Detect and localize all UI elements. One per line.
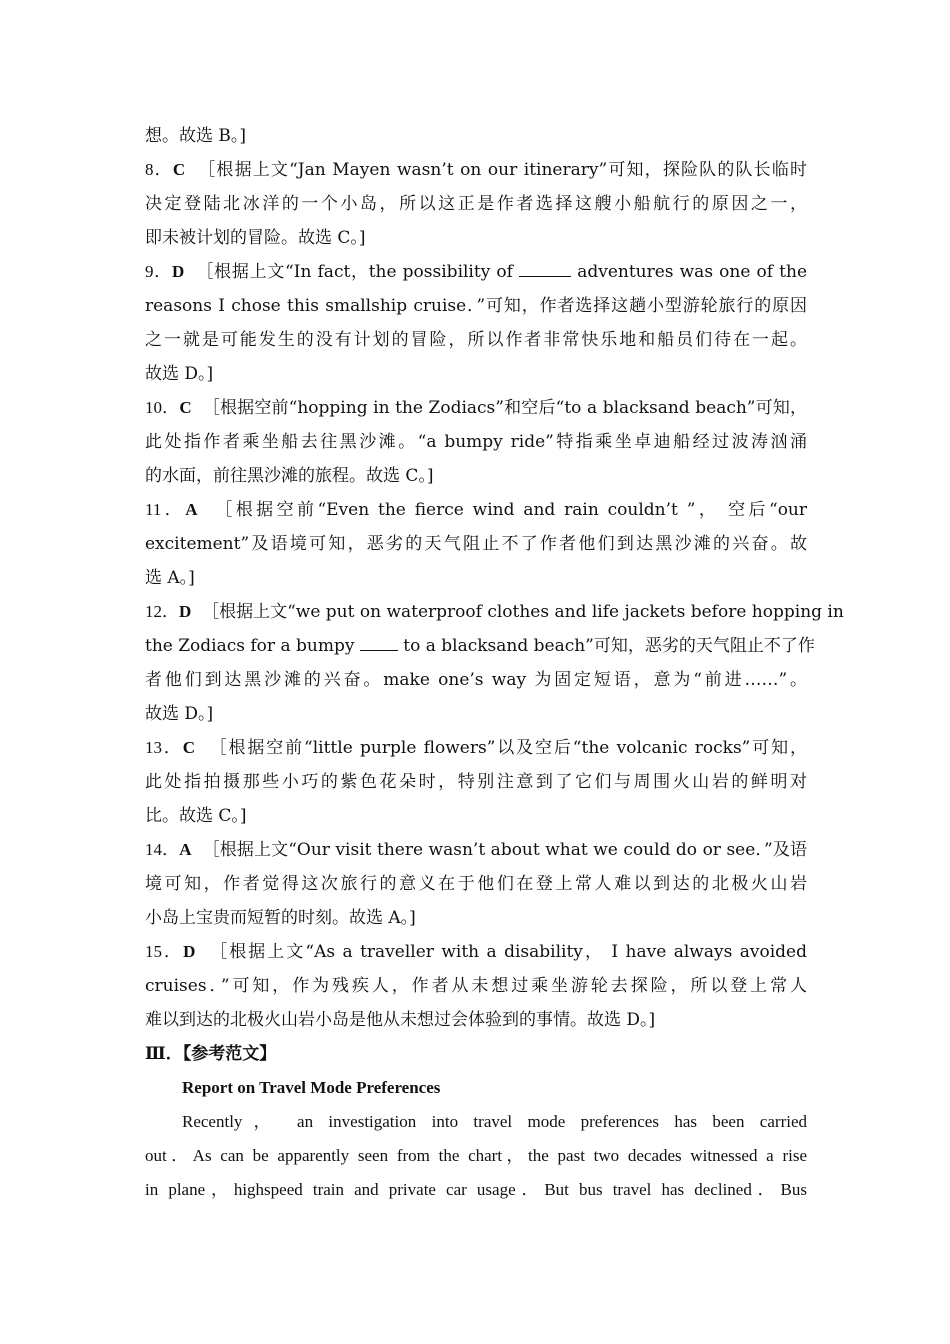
explanation-text: adventures was one of the [571, 262, 808, 282]
text-line: 此处指作者乘坐船去往黑沙滩。“a bumpy ride”特指乘坐卓迪船经过波涛汹涌 [145, 432, 807, 452]
answer-10-line [145, 391, 807, 425]
answer-letter: C [182, 738, 196, 757]
text-line: 即未被计划的冒险。故选 C。] [145, 228, 366, 248]
text-line: 难以到达的北极火山岩小岛是他从未想过会体验到的事情。故选 D。] [145, 1010, 656, 1030]
text-line: 想。故选 B。] [145, 126, 247, 146]
explanation-text: ［根据上文“Jan Mayen wasn’t on our itinerary”可知，探险队的队长临时 [198, 160, 808, 180]
question-number: 13． [145, 738, 183, 757]
text-line: 之一就是可能发生的没有计划的冒险，所以作者非常快乐地和船员们待在一起。 [145, 330, 807, 350]
question-number: 14． [145, 840, 180, 859]
explanation-text: ［根据上文“As a traveller with a disability， I have always avoided [210, 942, 807, 962]
answer-12-line [145, 595, 844, 629]
text-line: 决定登陆北冰洋的一个小岛，所以这正是作者选择这艘小船航行的原因之一， [145, 194, 807, 214]
text-span: to a blacksand beach”可知，恶劣的天气阻止不了作 [397, 636, 815, 656]
answer-letter: A [185, 500, 198, 519]
answer-15-line [145, 935, 807, 969]
explanation-text: ［根据上文“Our visit there wasn’t about what we could do or see．”及语 [202, 840, 807, 860]
section-heading: Ⅲ．【参考范文】 [145, 1044, 277, 1064]
text-line: 选 A。] [145, 568, 195, 588]
answer-letter: D [179, 602, 192, 621]
blank-line [360, 636, 398, 651]
question-number: 8． [145, 160, 173, 179]
question-number: 12． [145, 602, 179, 621]
text-line: 小岛上宝贵而短暂的时刻。故选 A。] [145, 908, 416, 928]
text-line: 比。故选 C。] [145, 806, 247, 826]
text-line: excitement”及语境可知，恶劣的天气阻止不了作者他们到达黑沙滩的兴奋。故 [145, 534, 807, 554]
text-line: 者他们到达黑沙滩的兴奋。make one’s way 为固定短语，意为“前进……”。 [145, 670, 807, 690]
answer-13-line [145, 731, 807, 765]
text-line [145, 629, 815, 663]
essay-line: in plane，highspeed train and private car usage．But bus travel has declined．Bus [145, 1180, 807, 1199]
question-number: 10． [145, 398, 180, 417]
answer-letter: D [171, 262, 185, 281]
explanation-text: ［根据空前“little purple flowers”以及空后“the volcanic rocks”可知， [209, 738, 808, 758]
text-line: 故选 D。] [145, 704, 214, 724]
text-line: 的水面，前往黑沙滩的旅程。故选 C。] [145, 466, 434, 486]
answer-11-line [145, 493, 807, 527]
text-line: 境可知，作者觉得这次旅行的意义在于他们在登上常人难以到达的北极火山岩 [145, 874, 807, 894]
answer-letter: A [179, 840, 192, 859]
text-line: reasons I chose this smallship cruise．”可知，作者选择这趟小型游轮旅行的原因 [145, 296, 807, 316]
text-span: the Zodiacs for a bumpy [145, 636, 360, 656]
answer-letter: C [179, 398, 192, 417]
essay-title: Report on Travel Mode Preferences [182, 1078, 441, 1097]
explanation-text: ［根据空前“Even the fierce wind and rain couldn’t ”， 空后“our [215, 500, 808, 520]
answer-9-line [145, 255, 807, 289]
text-line: 此处指拍摄那些小巧的紫色花朵时，特别注意到了它们与周围火山岩的鲜明对 [145, 772, 807, 792]
answer-14-line [145, 833, 807, 867]
question-number: 9． [145, 262, 172, 281]
explanation-text: ［根据上文“we put on waterproof clothes and life jackets before hopping in [202, 602, 844, 622]
answer-letter: C [172, 160, 186, 179]
question-number: 15． [145, 942, 184, 961]
answer-8-line [145, 153, 807, 187]
explanation-text: ［根据空前“hopping in the Zodiacs”和空后“to a blacksand beach”可知， [202, 398, 808, 418]
document-page [145, 119, 844, 1207]
answer-letter: D [183, 942, 196, 961]
text-line: cruises．”可知，作为残疾人，作者从未想过乘坐游轮去探险，所以登上常人 [145, 976, 807, 996]
essay-line: out．As can be apparently seen from the chart，the past two decades witnessed a rise [145, 1146, 807, 1165]
explanation-text: ［根据上文“In fact，the possibility of [196, 262, 520, 282]
blank-line [519, 262, 571, 277]
essay-line: Recently， an investigation into travel mode preferences has been carried [182, 1112, 807, 1131]
question-number: 11． [145, 500, 186, 519]
text-line: 故选 D。] [145, 364, 214, 384]
